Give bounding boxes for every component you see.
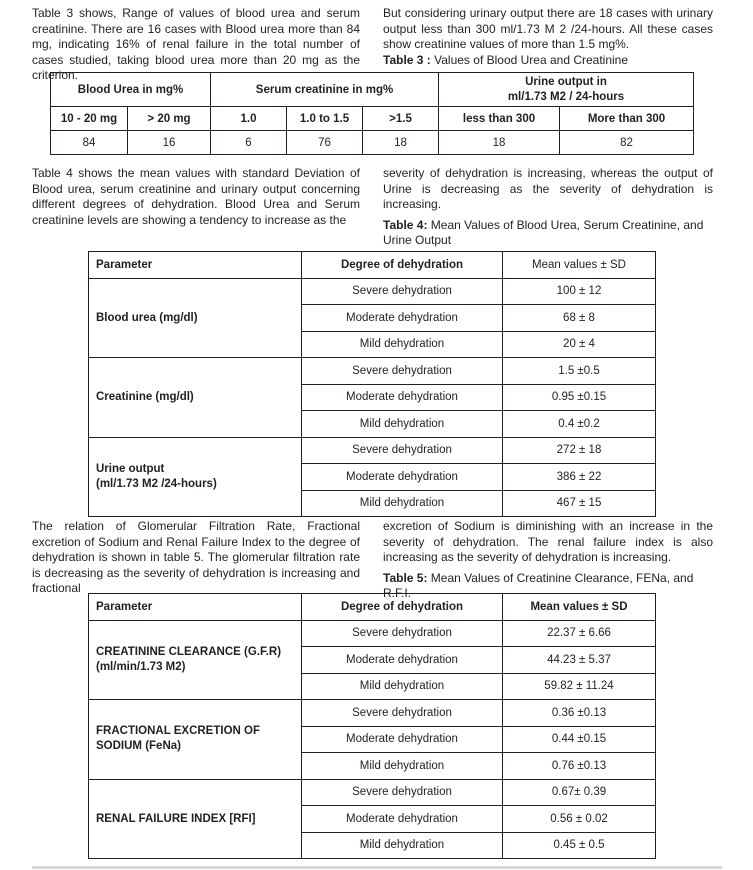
value-cell: 68 ± 8 [503, 305, 656, 332]
value-cell: 22.37 ± 6.66 [503, 620, 656, 647]
degree-cell: Mild dehydration [302, 411, 503, 438]
table-cell: 6 [211, 131, 287, 155]
table3-header-urine [439, 73, 694, 107]
table4 [88, 251, 656, 517]
table-header-cell: Degree of dehydration [302, 252, 503, 279]
parameter-cell [89, 700, 302, 780]
table-row [89, 779, 656, 806]
table-row [89, 700, 656, 727]
table-cell: 76 [287, 131, 363, 155]
value-cell: 44.23 ± 5.37 [503, 647, 656, 674]
table-cell: 16 [128, 131, 211, 155]
table-cell: 1.0 [211, 107, 287, 131]
degree-cell: Mild dehydration [302, 331, 503, 358]
degree-cell: Moderate dehydration [302, 647, 503, 674]
parameter-line: (ml/min/1.73 M2) [96, 660, 186, 673]
value-cell: 0.4 ±0.2 [503, 411, 656, 438]
table-cell: 10 - 20 mg [51, 107, 128, 131]
paragraph-text: But considering urinary output there are 18 cases with urinary output less than 300 ml/1.73 M 2 /24-hours. All these cases show creatinine values of more than 1.5 mg%. [383, 6, 713, 52]
table-header-cell: Degree of dehydration [302, 594, 503, 621]
degree-cell: Mild dehydration [302, 673, 503, 700]
table3-header-urea: Blood Urea in mg% [51, 73, 211, 107]
table-header-cell: Parameter [89, 594, 302, 621]
value-cell: 0.76 ±0.13 [503, 753, 656, 780]
table5 [88, 593, 656, 859]
parameter-cell [89, 437, 302, 517]
header-line: ml/1.73 M2 / 24-hours [507, 90, 625, 103]
table5-header-row [89, 594, 656, 621]
value-cell: 0.95 ±0.15 [503, 384, 656, 411]
table-header-cell: Parameter [89, 252, 302, 279]
value-cell: 0.45 ± 0.5 [503, 832, 656, 859]
table-cell: >1.5 [363, 107, 439, 131]
table4-header-row [89, 252, 656, 279]
parameter-cell: RENAL FAILURE INDEX [RFI] [89, 779, 302, 859]
parameter-cell [89, 620, 302, 700]
table4-caption: Table 4: Mean Values of Blood Urea, Serum Creatinine, and Urine Output [383, 217, 704, 248]
parameter-line: SODIUM (FeNa) [96, 740, 181, 753]
paragraph-text: Table 3 shows, Range of values of blood urea and serum creatinine. There are 16 cases with Blood urea more than 84 mg, indicating 16% of renal failure in the total number of cases studied, taking blood urea more than 20 mg as the criterion. [32, 6, 360, 83]
paragraph-table5-intro [32, 519, 360, 597]
degree-cell: Moderate dehydration [302, 726, 503, 753]
table-row [89, 278, 656, 305]
degree-cell: Severe dehydration [302, 437, 503, 464]
paragraph-text: Table 4 shows the mean values with standard Deviation of Blood urea, serum creatinine and urinary output concerning different degrees of dehydration. Blood Urea and Serum creatinine levels are showing a tendency to increase as the [32, 166, 360, 227]
value-cell: 272 ± 18 [503, 437, 656, 464]
paragraph-urinary-output [383, 6, 713, 68]
degree-cell: Mild dehydration [302, 832, 503, 859]
value-cell: 1.5 ±0.5 [503, 358, 656, 385]
paragraph-text: excretion of Sodium is diminishing with an increase in the severity of dehydration. The renal failure index is also increasing as the severity of dehydration is increasing. [383, 519, 713, 565]
table3-subheader-row [51, 107, 694, 131]
value-cell: 0.67± 0.39 [503, 779, 656, 806]
value-cell: 20 ± 4 [503, 331, 656, 358]
table3-value-row [51, 131, 694, 155]
table3-header-creatinine: Serum creatinine in mg% [211, 73, 439, 107]
paragraph-text: The relation of Glomerular Filtration Rate, Fractional excretion of Sodium and Renal Failure Index to the degree of dehydration is shown in table 5. The glomerular filtration rate is decreasing as the severity of dehydration is increasing and fractional [32, 519, 360, 596]
degree-cell: Severe dehydration [302, 358, 503, 385]
paragraph-dehydration-severity [383, 166, 713, 249]
degree-cell: Moderate dehydration [302, 384, 503, 411]
parameter-line: CREATININE CLEARANCE (G.F.R) [96, 645, 282, 658]
value-cell: 0.36 ±0.13 [503, 700, 656, 727]
degree-cell: Mild dehydration [302, 490, 503, 517]
parameter-line: FRACTIONAL EXCRETION OF [96, 725, 260, 738]
degree-cell: Moderate dehydration [302, 464, 503, 491]
paragraph-table4-intro [32, 166, 360, 228]
table-row [89, 358, 656, 385]
degree-cell: Severe dehydration [302, 779, 503, 806]
table-header-cell: Mean values ± SD [503, 252, 656, 279]
table-header-cell: Mean values ± SD [503, 594, 656, 621]
parameter-cell: Blood urea (mg/dl) [89, 278, 302, 358]
page-bottom-rule [32, 866, 722, 869]
degree-cell: Moderate dehydration [302, 305, 503, 332]
value-cell: 386 ± 22 [503, 464, 656, 491]
degree-cell: Mild dehydration [302, 753, 503, 780]
table-row [89, 437, 656, 464]
value-cell: 0.56 ± 0.02 [503, 806, 656, 833]
table-cell: > 20 mg [128, 107, 211, 131]
degree-cell: Severe dehydration [302, 278, 503, 305]
parameter-cell: Creatinine (mg/dl) [89, 358, 302, 438]
value-cell: 59.82 ± 11.24 [503, 673, 656, 700]
table3 [50, 72, 694, 155]
table3-caption: Table 3 : Values of Blood Urea and Creatinine [383, 52, 629, 67]
table-cell: 1.0 to 1.5 [287, 107, 363, 131]
table-row [89, 620, 656, 647]
parameter-line: Urine output [96, 462, 165, 475]
header-line: Urine output in [525, 75, 607, 88]
degree-cell: Moderate dehydration [302, 806, 503, 833]
value-cell: 100 ± 12 [503, 278, 656, 305]
paragraph-text: severity of dehydration is increasing, whereas the output of Urine is decreasing as the severity of dehydration is increasing. [383, 166, 713, 212]
table-cell: 18 [363, 131, 439, 155]
table-cell: More than 300 [560, 107, 694, 131]
table-cell: 82 [560, 131, 694, 155]
value-cell: 467 ± 15 [503, 490, 656, 517]
table-cell: 18 [439, 131, 560, 155]
table5-caption: Table 5: Mean Values of Creatinine Clearance, FENa, and R.F.I. [383, 570, 694, 601]
degree-cell: Severe dehydration [302, 700, 503, 727]
paragraph-sodium-excretion [383, 519, 713, 602]
table-cell: 84 [51, 131, 128, 155]
value-cell: 0.44 ±0.15 [503, 726, 656, 753]
degree-cell: Severe dehydration [302, 620, 503, 647]
table-cell: less than 300 [439, 107, 560, 131]
parameter-line: (ml/1.73 M2 /24-hours) [96, 477, 217, 490]
